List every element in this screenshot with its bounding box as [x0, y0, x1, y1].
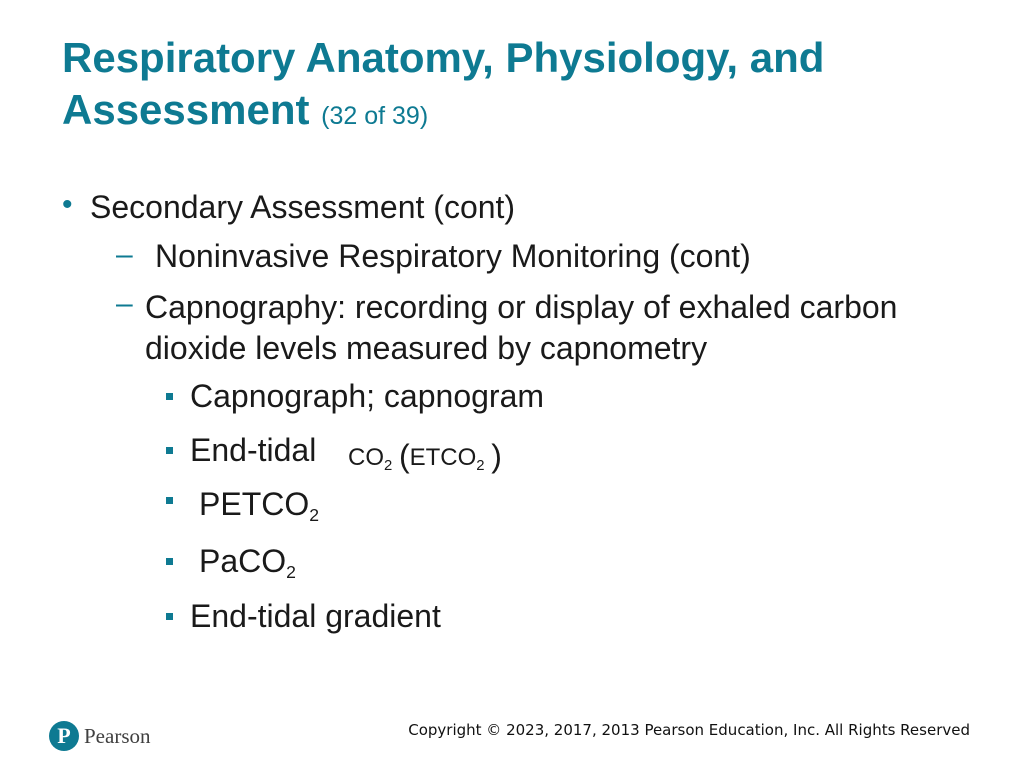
square-bullet-icon — [166, 393, 173, 400]
formula-sub: 2 — [384, 458, 393, 475]
dash-bullet-icon: – — [116, 238, 133, 271]
dash-bullet-icon: – — [116, 287, 133, 320]
paco-text: PaCO — [199, 543, 287, 579]
petco-sub: 2 — [309, 505, 320, 526]
formula-etco: ETCO — [409, 444, 477, 471]
copyright-notice: Copyright © 2023, 2017, 2013 Pearson Education, Inc. All Rights Reserved — [408, 721, 970, 739]
square-bullet-icon — [166, 497, 173, 504]
formula-open-paren: ( — [398, 438, 410, 474]
formula-sub: 2 — [476, 458, 485, 475]
slide-count: (32 of 39) — [321, 102, 429, 130]
capnography-text: Capnography: recording or display of exhaled carbon dioxide levels measured by capnometry — [145, 289, 898, 366]
square-bullet-icon — [166, 558, 173, 565]
slide-title — [62, 32, 962, 142]
bullet-secondary-assessment: Secondary Assessment (cont) — [90, 189, 516, 225]
square-bullet-icon — [166, 447, 173, 454]
pearson-logo-icon: P — [49, 721, 79, 751]
bullet-petco2 — [199, 486, 319, 526]
etco2-formula — [348, 436, 502, 474]
paco-sub: 2 — [286, 562, 296, 583]
bullet-end-tidal: End-tidal — [190, 432, 317, 468]
bullet-end-tidal-gradient: End-tidal gradient — [190, 598, 441, 634]
pearson-logo — [49, 719, 151, 753]
petco-text: PETCO — [199, 486, 310, 522]
slide-title-text: Respiratory Anatomy, Physiology, and Assessment — [62, 34, 825, 133]
bullet-noninvasive-monitoring: Noninvasive Respiratory Monitoring (cont) — [155, 238, 751, 274]
pearson-logo-text: Pearson — [84, 723, 151, 748]
bullet-dot-icon: • — [62, 188, 73, 221]
bullet-paco2 — [199, 543, 296, 583]
bullet-capnograph: Capnograph; capnogram — [190, 378, 545, 414]
formula-close-paren: ) — [491, 438, 502, 474]
bullet-capnography — [145, 287, 965, 369]
formula-co: CO — [348, 444, 384, 471]
square-bullet-icon — [166, 613, 173, 620]
